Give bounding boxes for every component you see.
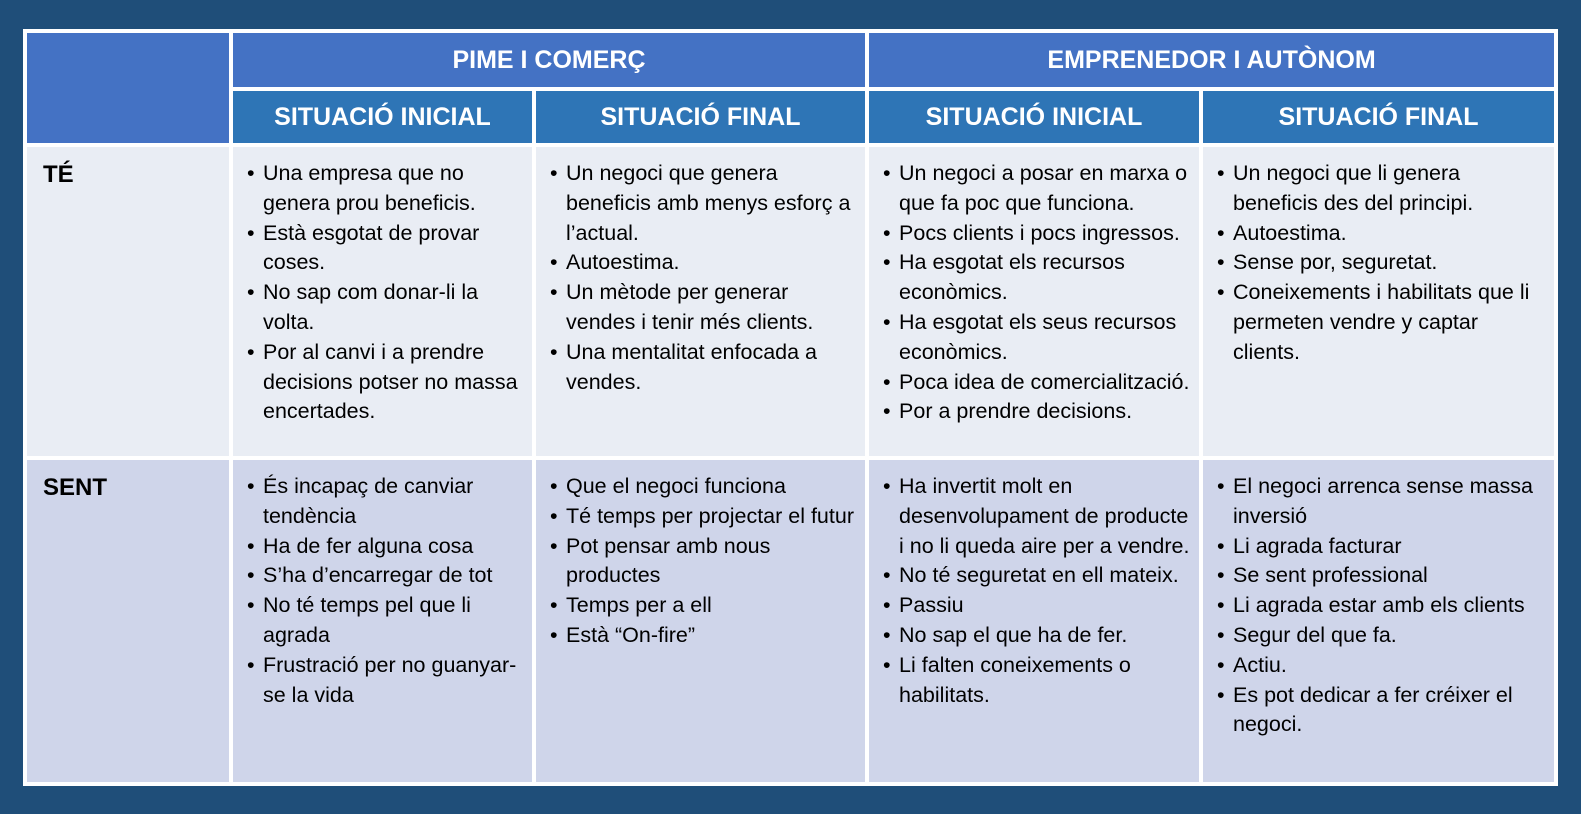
subheader-pime-initial: SITUACIÓ INICIAL xyxy=(231,89,534,145)
bullet-list xyxy=(1203,147,1554,368)
bullet-list xyxy=(869,147,1199,427)
cell-sent-pime-final xyxy=(534,458,867,784)
list-item: • Ha esgotat els seus recursos econòmics. xyxy=(899,308,1191,368)
list-item: • Se sent professional xyxy=(1233,561,1546,591)
list-item: • No té temps pel que li agrada xyxy=(263,591,524,651)
list-item: • El negoci arrenca sense massa inversió xyxy=(1233,472,1546,532)
list-item: • Un mètode per generar vendes i tenir més clients. xyxy=(566,278,857,338)
cell-sent-pime-initial xyxy=(231,458,534,784)
bullet-list xyxy=(1203,460,1554,740)
list-item: • Una empresa que no genera prou beneficis. xyxy=(263,159,524,219)
bullet-list xyxy=(536,460,865,651)
row-label-te: TÉ xyxy=(25,145,231,458)
list-item: • S’ha d’encarregar de tot xyxy=(263,561,524,591)
cell-te-pime-final xyxy=(534,145,867,458)
list-item: • Por a prendre decisions. xyxy=(899,397,1191,427)
list-item: • Ha invertit molt en desenvolupament de producte i no li queda aire per a vendre. xyxy=(899,472,1191,561)
list-item: • No té seguretat en ell mateix. xyxy=(899,561,1191,591)
corner-cell xyxy=(25,31,231,145)
list-item: • Una mentalitat enfocada a vendes. xyxy=(566,338,857,398)
cell-sent-emprenedor-initial xyxy=(867,458,1201,784)
subheader-emprenedor-initial: SITUACIÓ INICIAL xyxy=(867,89,1201,145)
comparison-table-frame xyxy=(23,29,1554,786)
list-item: • Un negoci que genera beneficis amb menys esforç a l’actual. xyxy=(566,159,857,248)
cell-te-pime-initial xyxy=(231,145,534,458)
list-item: • Frustració per no guanyar-se la vida xyxy=(263,651,524,711)
list-item: • Que el negoci funciona xyxy=(566,472,857,502)
group-header-emprenedor: EMPRENEDOR I AUTÒNOM xyxy=(867,31,1556,89)
list-item: • Pocs clients i pocs ingressos. xyxy=(899,219,1191,249)
list-item: • Coneixements i habilitats que li permeten vendre y captar clients. xyxy=(1233,278,1546,367)
list-item: • No sap el que ha de fer. xyxy=(899,621,1191,651)
list-item: • Autoestima. xyxy=(566,248,857,278)
group-header-pime: PIME I COMERÇ xyxy=(231,31,867,89)
bullet-list xyxy=(536,147,865,397)
cell-te-emprenedor-final xyxy=(1201,145,1556,458)
list-item: • Es pot dedicar a fer créixer el negoci. xyxy=(1233,681,1546,741)
list-item: • Passiu xyxy=(899,591,1191,621)
list-item: • Actiu. xyxy=(1233,651,1546,681)
list-item: • No sap com donar-li la volta. xyxy=(263,278,524,338)
subheader-emprenedor-final: SITUACIÓ FINAL xyxy=(1201,89,1556,145)
list-item: • Està esgotat de provar coses. xyxy=(263,219,524,279)
table-row-te xyxy=(25,145,1556,458)
list-item: • Pot pensar amb nous productes xyxy=(566,532,857,592)
bullet-list xyxy=(233,460,532,710)
list-item: • Un negoci a posar en marxa o que fa poc que funciona. xyxy=(899,159,1191,219)
list-item: • Temps per a ell xyxy=(566,591,857,621)
bullet-list xyxy=(869,460,1199,710)
cell-sent-emprenedor-final xyxy=(1201,458,1556,784)
list-item: • Està “On-fire” xyxy=(566,621,857,651)
list-item: • Segur del que fa. xyxy=(1233,621,1546,651)
row-label-sent: SENT xyxy=(25,458,231,784)
list-item: • Autoestima. xyxy=(1233,219,1546,249)
list-item: • Por al canvi i a prendre decisions potser no massa encertades. xyxy=(263,338,524,427)
list-item: • Ha de fer alguna cosa xyxy=(263,532,524,562)
list-item: • Li agrada facturar xyxy=(1233,532,1546,562)
cell-te-emprenedor-initial xyxy=(867,145,1201,458)
list-item: • Ha esgotat els recursos econòmics. xyxy=(899,248,1191,308)
list-item: • Li falten coneixements o habilitats. xyxy=(899,651,1191,711)
list-item: • Té temps per projectar el futur xyxy=(566,502,857,532)
list-item: • Li agrada estar amb els clients xyxy=(1233,591,1546,621)
bullet-list xyxy=(233,147,532,427)
list-item: • Poca idea de comercialització. xyxy=(899,368,1191,398)
subheader-pime-final: SITUACIÓ FINAL xyxy=(534,89,867,145)
list-item: • És incapaç de canviar tendència xyxy=(263,472,524,532)
comparison-table xyxy=(23,29,1558,786)
table-row-sent xyxy=(25,458,1556,784)
list-item: • Sense por, seguretat. xyxy=(1233,248,1546,278)
list-item: • Un negoci que li genera beneficis des del principi. xyxy=(1233,159,1546,219)
